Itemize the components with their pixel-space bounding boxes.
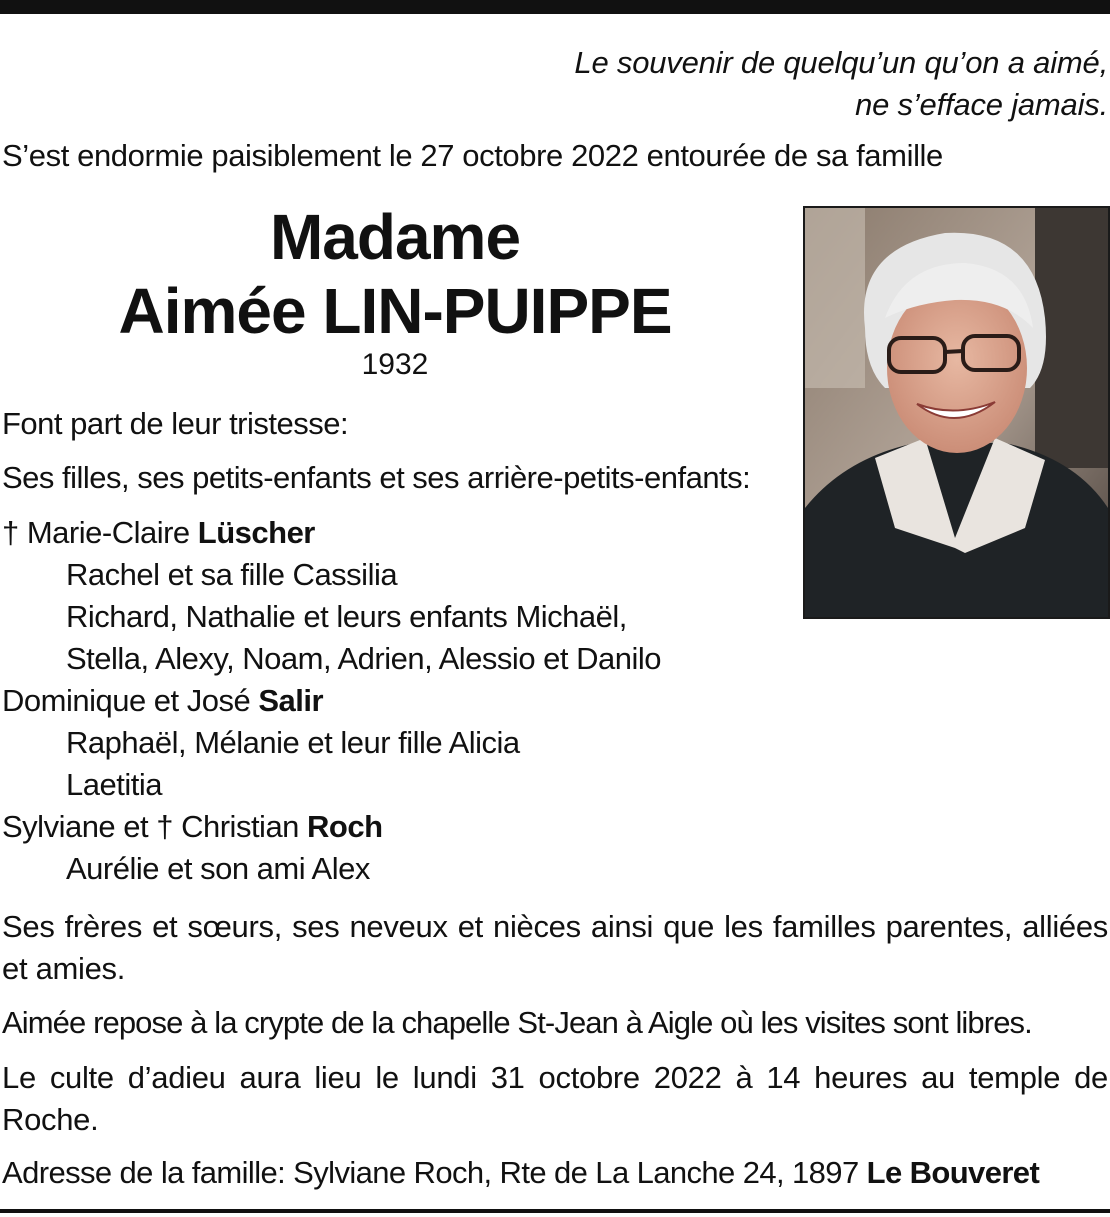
deceased-name-block [0,200,790,382]
family-member-2 [2,683,323,719]
quote-line-1: Le souvenir de quelqu’un qu’on a aimé, [574,45,1108,80]
deceased-title: Madame [269,201,521,273]
family-member-2-first: Dominique et José [2,683,259,718]
bottom-rule [0,1209,1110,1213]
portrait-photo [803,206,1110,619]
family-member-3-first: Sylviane et † Christian [2,809,308,844]
family-member-2-child-2: Laetitia [66,767,162,802]
family-subheading: Ses filles, ses petits-enfants et ses arrière-petits-enfants: [2,460,751,495]
family-member-2-child-1: Raphaël, Mélanie et leur fille Alicia [66,725,520,760]
family-member-2-surname: Salir [258,683,324,718]
rest-paragraph: Aimée repose à la crypte de la chapelle St-Jean à Aigle où les visites sont libres. [2,1005,1032,1040]
family-member-3 [2,809,383,845]
family-member-1-child-1: Rachel et sa fille Cassilia [66,557,398,592]
deceased-year: 1932 [361,348,429,381]
family-member-1-child-2: Richard, Nathalie et leurs enfants Michaël, [66,599,627,634]
family-member-1 [2,515,315,551]
service-paragraph: Le culte d’adieu aura lieu le lundi 31 octobre 2022 à 14 heures au temple de Roche. [2,1060,1108,1137]
family-member-1-first: † Marie-Claire [2,515,198,550]
family-member-1-surname: Lüscher [197,515,315,550]
portrait-photo-icon [805,208,1108,617]
family-address-town: Le Bouveret [866,1155,1040,1190]
family-member-3-child-1: Aurélie et son ami Alex [66,851,370,886]
family-address-prefix: Adresse de la famille: Sylviane Roch, Rte de La Lanche 24, 1897 [2,1155,867,1190]
intro-line: S’est endormie paisiblement le 27 octobre 2022 entourée de sa famille [2,138,943,173]
epitaph-quote [574,42,1108,126]
family-member-1-child-3: Stella, Alexy, Noam, Adrien, Alessio et Danilo [66,641,662,676]
family-member-3-surname: Roch [307,809,383,844]
quote-line-2: ne s’efface jamais. [855,87,1108,122]
family-address [2,1155,1039,1191]
deceased-name: Aimée LIN-PUIPPE [118,275,672,347]
siblings-paragraph: Ses frères et sœurs, ses neveux et nièces ainsi que les familles parentes, alliées et amies. [2,909,1108,986]
top-rule [0,0,1110,14]
family-heading: Font part de leur tristesse: [2,406,349,441]
